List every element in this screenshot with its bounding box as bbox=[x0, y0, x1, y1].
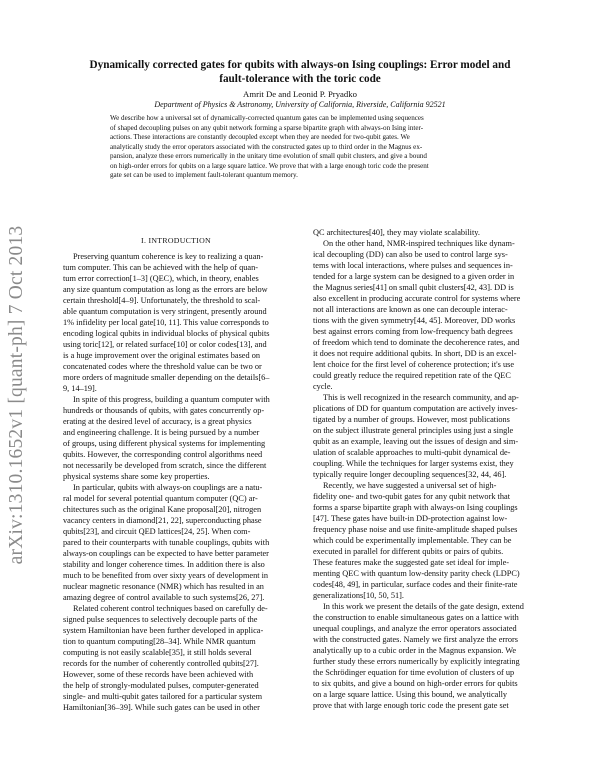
text-line: codes[48, 49], in particular, surface codes and their finite-rate bbox=[313, 580, 518, 589]
authors: Amrit De and Leonid P. Pryadko bbox=[243, 89, 357, 99]
text-line: always-on couplings can be expected to have better parameter bbox=[63, 549, 269, 558]
text-line: any size quantum computation as long as the errors are below bbox=[63, 285, 268, 294]
text-line: Hamiltonian[36–39]. While such gates can be used in other bbox=[63, 703, 260, 712]
text-line: hundreds or thousands of qubits, with gates concurrently op- bbox=[63, 406, 265, 415]
title-line-1: Dynamically corrected gates for qubits with always-on Ising couplings: Error model and bbox=[89, 59, 511, 71]
paragraph bbox=[313, 227, 539, 238]
text-line: qubits. However, the corresponding control algorithms need bbox=[63, 450, 263, 459]
text-line: best against errors coming from low-frequency bath degrees bbox=[313, 327, 513, 336]
paragraph bbox=[63, 603, 289, 713]
text-line: pared to their counterparts with tunable couplings, qubits with bbox=[63, 538, 270, 547]
text-line: not all interactions are known as one can decouple interac- bbox=[313, 305, 508, 314]
text-line: ical decoupling (DD) can also be used to control large sys- bbox=[313, 250, 508, 259]
text-line: lent choice for the first level of coherence protection; it's use bbox=[313, 360, 515, 369]
text-line: tion to quantum computing[28–34]. While NMR quantum bbox=[63, 637, 256, 646]
text-line: tems with local interactions, where pulses and sequences in- bbox=[313, 261, 513, 270]
text-line: Related coherent control techniques based on carefully de- bbox=[73, 604, 268, 613]
text-line: chitectures such as the original Kane proposal[20], nitrogen bbox=[63, 505, 262, 514]
text-line: system Hamiltonian have been further developed in applica- bbox=[63, 626, 264, 635]
text-line: coupling. While the techniques for larger systems exist, they bbox=[313, 459, 514, 468]
text-line: tended for a large system can be designed to a given order in bbox=[313, 272, 515, 281]
text-line: much to be benefited from over sixty years of development in bbox=[63, 571, 269, 580]
text-line: typically require longer decoupling sequences[32, 44, 46]. bbox=[313, 470, 507, 479]
title-line-2: fault-tolerance with the toric code bbox=[219, 73, 381, 85]
arxiv-stamp bbox=[6, 210, 28, 580]
text-line: menting QEC with quantum low-density parity check (LDPC) bbox=[313, 569, 520, 578]
text-line: Preserving quantum coherence is key to realizing a quan- bbox=[73, 252, 264, 261]
text-line: stability and longer coherence times. In addition there is also bbox=[63, 560, 265, 569]
text-line: ral model for several potential quantum computer (QC) ar- bbox=[63, 494, 258, 503]
text-line: using toric[12], or related surface[10] or color codes[13], and bbox=[63, 340, 267, 349]
text-line: This is well recognized in the research community, and ap- bbox=[323, 393, 519, 402]
text-line: on the subject illustrate general principles using just a single bbox=[313, 426, 514, 435]
text-line: to six qubits, and give a bound on high-order errors for qubits bbox=[313, 679, 518, 688]
text-line: able quantum computation is very stringent, presently around bbox=[63, 307, 267, 316]
text-line: 9, 14–19]. bbox=[63, 384, 97, 393]
left-column-body bbox=[63, 251, 289, 713]
paragraph bbox=[313, 392, 539, 480]
affiliation: Department of Physics & Astronomy, University of California, Riverside, California 92521 bbox=[154, 100, 446, 109]
text-line: the Schrödinger equation for time evolution of clusters of up bbox=[313, 668, 515, 677]
text-line: the construction to enable simultaneous gates on a lattice with bbox=[313, 613, 519, 622]
abstract-line: We describe how a universal set of dynamically-corrected quantum gates can be implemented using sequences bbox=[110, 114, 424, 122]
text-line: unequal couplings, and analyze the error operators associated bbox=[313, 624, 517, 633]
abstract-line: on high-order errors for qubits on a large square lattice. We prove that with a large enough toric code the present bbox=[110, 161, 429, 170]
text-line: not necessarily be developed from scratch, since the different bbox=[63, 461, 267, 470]
text-line: certain threshold[4–9]. Unfortunately, the threshold to scal- bbox=[63, 296, 261, 305]
text-line: analytically up to a cubic order in the Magnus expansion. We bbox=[313, 646, 517, 655]
text-line: prove that with large enough toric code the present gate set bbox=[313, 701, 509, 710]
text-line: on a large square lattice. Using this bound, we analytically bbox=[313, 690, 508, 699]
paragraph bbox=[63, 251, 289, 394]
text-line: cycle. bbox=[313, 382, 333, 391]
text-line: tigated by a number of groups. However, most publications bbox=[313, 415, 510, 424]
abstract bbox=[110, 114, 490, 181]
text-line: fidelity one- and two-qubit gates for any qubit network that bbox=[313, 492, 511, 501]
section-heading: I. INTRODUCTION bbox=[141, 236, 211, 245]
abstract-line: actions. These interactions are constantly decoupled except when they are needed for two-qubit gates. We bbox=[110, 133, 410, 142]
paragraph bbox=[313, 480, 539, 601]
text-line: forms a sparse bipartite graph with always-on Ising couplings bbox=[313, 503, 518, 512]
text-line: more orders of magnitude smaller depending on the details[6– bbox=[63, 373, 270, 382]
text-line: On the other hand, NMR-inspired techniques like dynam- bbox=[323, 239, 515, 248]
abstract-line: gate set can be used to implement fault-tolerant quantum memory. bbox=[110, 171, 298, 180]
text-line: tum computer. This can be achieved with the help of quan- bbox=[63, 263, 258, 272]
text-line: of groups, using different physical systems for implementing bbox=[63, 439, 266, 448]
arxiv-id: arXiv:1310.1652v1 [quant-ph] 7 Oct 2013 bbox=[6, 225, 27, 565]
text-line: erating at the desired level of accuracy, is a great physics bbox=[63, 417, 252, 426]
text-line: the Magnus series[41] on small qubit clusters[42, 43]. DD is bbox=[313, 283, 514, 292]
text-line: qubit as an example, leaving out the issues of design and sim- bbox=[313, 437, 519, 446]
text-line: it does not require additional qubits. In short, DD is an excel- bbox=[313, 349, 517, 358]
text-line: Recently, we have suggested a universal set of high- bbox=[323, 481, 497, 490]
text-line: also excellent in producing accurate control for systems where bbox=[313, 294, 521, 303]
text-line: concatenated codes where the threshold value can be two or bbox=[63, 362, 262, 371]
text-line: could greatly reduce the required repetition rate of the QEC bbox=[313, 371, 511, 380]
right-column-body bbox=[313, 227, 539, 711]
text-line: In spite of this progress, building a quantum computer with bbox=[73, 395, 270, 404]
text-line: These features make the suggested gate set ideal for imple- bbox=[313, 558, 510, 567]
text-line: and engineering challenge. It is being pursued by a number bbox=[63, 428, 260, 437]
text-line: signed pulse sequences to selectively decouple parts of the bbox=[63, 615, 258, 624]
text-line: nuclear magnetic resonance (NMR) which has resulted in an bbox=[63, 582, 264, 591]
paragraph bbox=[313, 238, 539, 392]
right-column bbox=[313, 227, 539, 711]
text-line: plications of DD for quantum computation are actively inves- bbox=[313, 404, 518, 413]
text-line: frequency phase noise and use finite-amplitude shaped pulses bbox=[313, 525, 518, 534]
text-line: generalizations[10, 50, 51]. bbox=[313, 591, 405, 600]
text-line: In particular, qubits with always-on couplings are a natu- bbox=[73, 483, 263, 492]
text-line: vacancy centers in diamond[21, 22], superconducting phase bbox=[63, 516, 262, 525]
text-line: ulation of scalable approaches to multi-qubit dynamical de- bbox=[313, 448, 511, 457]
text-line: records for the number of coherently controlled qubits[27]. bbox=[63, 659, 259, 668]
text-line: QC architectures[40], they may violate scalability. bbox=[313, 228, 480, 237]
text-line: tum error correction[1–3] (QEC), which, in theory, enables bbox=[63, 274, 259, 283]
text-line: qubits[23], and circuit QED lattices[24, 25]. When com- bbox=[63, 527, 251, 536]
left-column bbox=[63, 227, 289, 713]
text-line: However, some of these records have been achieved with bbox=[63, 670, 254, 679]
text-line: In this work we present the details of the gate design, extend bbox=[323, 602, 524, 611]
abstract-line: pansion, analyze these errors numerically in the unitary time evolution of small qubit clusters, and give a bound bbox=[110, 152, 427, 161]
abstract-line: analytically study the error operators associated with the constructed gates up to third order in the Magnus ex- bbox=[110, 142, 423, 151]
text-line: executed in parallel for different qubits or pairs of qubits. bbox=[313, 547, 504, 556]
text-line: further study these errors numerically by explicitly integrating bbox=[313, 657, 520, 666]
paper-title bbox=[70, 58, 530, 86]
text-line: [47]. These gates have built-in DD-protection against low- bbox=[313, 514, 508, 523]
text-line: encoding logical qubits in individual blocks of physical qubits bbox=[63, 329, 270, 338]
abstract-line: of shaped decoupling pulses on any qubit network forming a sparse bipartite graph with always-on Ising inter- bbox=[110, 123, 424, 132]
text-line: is a huge improvement over the original estimates based on bbox=[63, 351, 260, 360]
paragraph bbox=[63, 482, 289, 603]
text-line: with the constructed gates. Namely we first analyze the errors bbox=[313, 635, 519, 644]
text-line: single- and multi-qubit gates tailored for a particular system bbox=[63, 692, 263, 701]
text-line: the help of strongly-modulated pulses, computer-generated bbox=[63, 681, 259, 690]
paragraph bbox=[313, 601, 539, 711]
text-line: which could be experimentally implementable. They can be bbox=[313, 536, 512, 545]
paragraph bbox=[63, 394, 289, 482]
text-line: physical systems share some key properties. bbox=[63, 472, 210, 481]
text-line: tions with the given symmetry[44, 45]. Moreover, DD works bbox=[313, 316, 516, 325]
text-line: computing is not easily scalable[35], it still holds several bbox=[63, 648, 252, 657]
text-line: 1% infidelity per local gate[10, 11]. This value corresponds to bbox=[63, 318, 269, 327]
text-line: of freedom which tend to dominate the decoherence rates, and bbox=[313, 338, 520, 347]
text-line: amazing degree of control available to such systems[26, 27]. bbox=[63, 593, 265, 602]
